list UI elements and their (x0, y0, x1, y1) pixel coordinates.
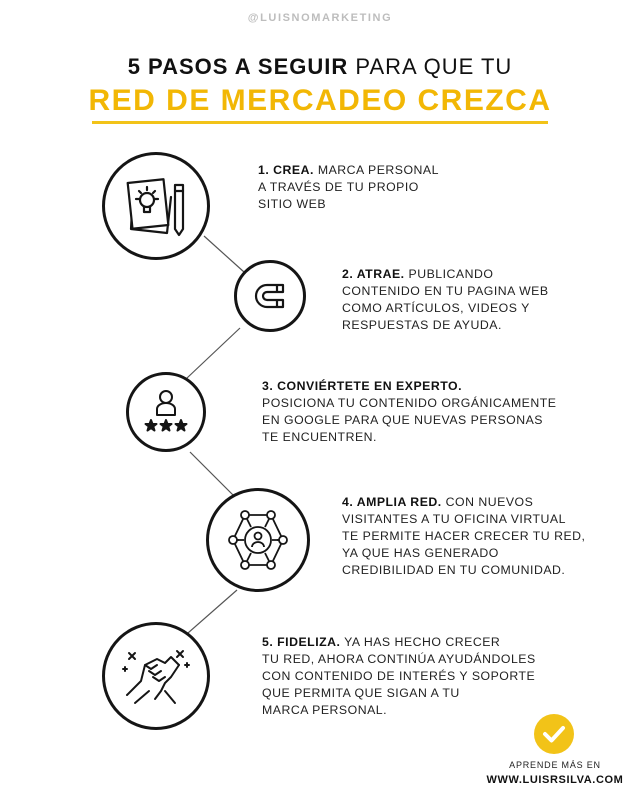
connector-2-3 (187, 328, 240, 378)
network-icon (209, 491, 307, 589)
step-4-text (342, 494, 585, 579)
step-2-title: 2. ATRAE. (342, 267, 405, 281)
idea-document-icon (105, 155, 207, 257)
step-5-circle (102, 622, 210, 730)
learn-more-label: APRENDE MÁS EN (509, 760, 601, 770)
check-badge (534, 714, 574, 754)
magnet-icon (237, 263, 303, 329)
step-3-circle (126, 372, 206, 452)
brand-handle: @LUISNOMARKETING (247, 12, 393, 24)
step-1-description: MARCA PERSONAL A TRAVÉS DE TU PROPIO SITIO WEB (258, 163, 439, 211)
title-bold: 5 PASOS A SEGUIR (127, 54, 349, 79)
step-5-title: 5. FIDELIZA. (262, 635, 341, 649)
step-2-circle (234, 260, 306, 332)
step-1-circle (102, 152, 210, 260)
step-4-title: 4. AMPLIA RED. (342, 495, 442, 509)
step-1-title: 1. CREA. (258, 163, 314, 177)
title-accent: RED DE MERCADEO CREZCA (88, 84, 552, 117)
step-4-description: CON NUEVOS VISITANTES A TU OFICINA VIRTUAL TE PERMITE HACER CRECER TU RED, YA QUE HAS GENERADO CREDIBILIDAD EN TU COMUNIDAD. (342, 495, 586, 577)
step-2-text (342, 266, 549, 334)
check-icon (534, 714, 574, 754)
step-1-text (258, 162, 439, 213)
title-light: PARA QUE TU (355, 54, 513, 79)
step-5-description: YA HAS HECHO CRECER TU RED, AHORA CONTINÚA AYUDÁNDOLES CON CONTENIDO DE INTERÉS Y SOPORTE QUE PERMITA QUE SIGAN A TU MARCA PERSONAL. (262, 635, 536, 717)
website-link[interactable]: WWW.LUISRSILVA.COM (486, 774, 624, 786)
step-3-text (262, 378, 556, 446)
expert-rating-icon (129, 375, 203, 449)
step-3-description: POSICIONA TU CONTENIDO ORGÁNICAMENTE EN GOOGLE PARA QUE NUEVAS PERSONAS TE ENCUENTREN. (262, 396, 557, 444)
connector-3-4 (190, 452, 234, 496)
step-2-description: PUBLICANDO CONTENIDO EN TU PAGINA WEB COMO ARTÍCULOS, VIDEOS Y RESPUESTAS DE AYUDA. (342, 267, 549, 332)
step-5-text (262, 634, 536, 719)
handshake-icon (105, 625, 207, 727)
step-4-circle (206, 488, 310, 592)
step-3-title: 3. CONVIÉRTETE EN EXPERTO. (262, 379, 462, 393)
